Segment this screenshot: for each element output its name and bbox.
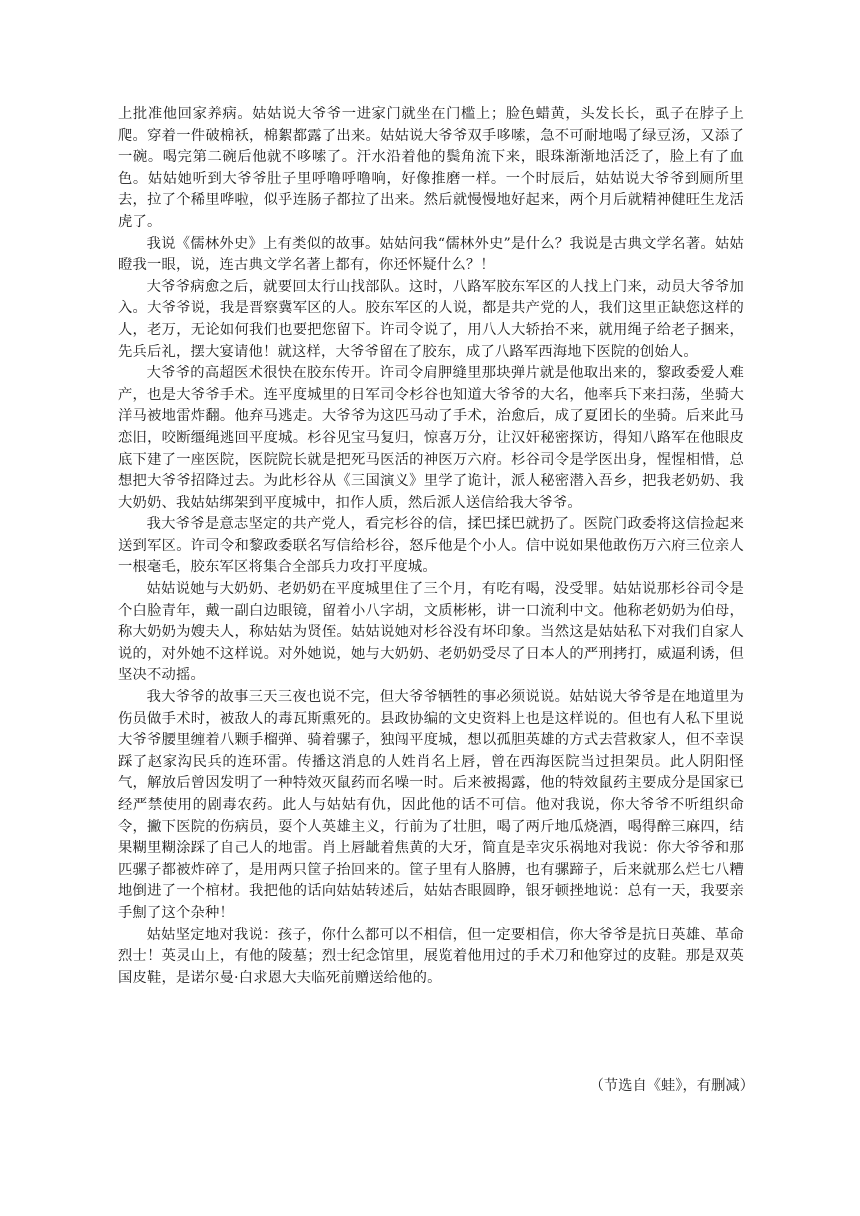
paragraph-1: 上批准他回家养病。姑姑说大爷爷一进家门就坐在门槛上；脸色蜡黄，头发长长，虱子在脖子上爬。穿着一件破棉袄，棉絮都露了出来。姑姑说大爷爷双手哆嗦，急不可耐地喝了绿豆汤，又添了一碗。喝完第二碗后他就不哆嗦了。汗水沿着他的鬓角流下来，眼珠渐渐地活泛了，脸上有了血色。姑姑她听到大爷爷肚子里呼噜呼噜响，好像推磨一样。一个时辰后，姑姑说大爷爷到厕所里去，拉了个稀里哗啦，似乎连肠子都拉了出来。然后就慢慢地好起来，两个月后就精神健旺生龙活虎了。: [118, 106, 744, 230]
paragraph-7: 我大爷爷的故事三天三夜也说不完，但大爷爷牺牲的事必须说说。姑姑说大爷爷是在地道里为伤员做手术时，被敌人的毒瓦斯熏死的。县政协编的文史资料上也是这样说的。但也有人私下里说大爷爷腰里缠着八颗手榴弹、骑着骡子，独闯平度城，想以孤胆英雄的方式去营救家人，但不幸误踩了赵家沟民兵的连环雷。传播这消息的人姓肖名上唇，曾在西海医院当过担架员。此人阴阳怪气，解放后曾因发明了一种特效灭鼠药而名噪一时。后来被揭露，他的特效鼠药主要成分是国家已经严禁使用的剧毒农药。此人与姑姑有仇，因此他的话不可信。他对我说，你大爷爷不听组织命令，撇下医院的伤病员，耍个人英雄主义，行前为了壮胆，喝了两斤地瓜烧酒，喝得醉三麻四，结果糊里糊涂踩了自己人的地雷。肖上唇龇着焦黄的大牙，简直是幸灾乐祸地对我说：你大爷爷和那匹骡子都被炸碎了，是用两只筐子抬回来的。筐子里有人胳膊，也有骡蹄子，后来就那么烂七八糟地倒进了一个棺材。我把他的话向姑姑转述后，姑姑杏眼圆睁，银牙顿挫地说：总有一天，我要亲手劁了这个杂种！: [118, 689, 744, 921]
paragraph-4: 大爷爷的高超医术很快在胶东传开。许司令肩胛缝里那块弹片就是他取出来的，黎政委爱人难产，也是大爷爷手术。连平度城里的日军司令杉谷也知道大爷爷的大名，他率兵下来扫荡，坐骑大洋马被地雷炸翻。他弃马逃走。大爷爷为这匹马动了手术，治愈后，成了夏团长的坐骑。后来此马恋旧，咬断缰绳逃回平度城。杉谷见宝马复归，惊喜万分，让汉奸秘密探访，得知八路军在他眼皮底下建了一座医院，医院院长就是把死马医活的神医万六府。杉谷司令是学医出身，惺惺相惜，总想把大爷爷招降过去。为此杉谷从《三国演义》里学了诡计，派人秘密潜入吾乡，把我老奶奶、我大奶奶、我姑姑绑架到平度城中，扣作人质，然后派人送信给我大爷爷。: [118, 365, 744, 511]
paragraph-8: 姑姑坚定地对我说：孩子，你什么都可以不相信，但一定要相信，你大爷爷是抗日英雄、革命烈士！英灵山上，有他的陵墓；烈士纪念馆里，展览着他用过的手术刀和他穿过的皮鞋。那是双英国皮鞋，是诺尔曼·白求恩大夫临死前赠送给他的。: [118, 926, 744, 986]
source-note: （节选自《蛙》，有删减）: [589, 1078, 754, 1094]
paragraph-3: 大爷爷病愈之后，就要回太行山找部队。这时，八路军胶东军区的人找上门来，动员大爷爷加入。大爷爷说，我是晋察冀军区的人。胶东军区的人说，都是共产党的人，我们这里正缺您这样的人，老万，无论如何我们也要把您留下。许司令说了，用八人大轿抬不来，就用绳子给老子捆来，先兵后礼，摆大宴请他！就这样，大爷爷留在了胶东，成了八路军西海地下医院的创始人。: [118, 278, 744, 360]
article-body: [118, 104, 744, 989]
paragraph-2: 我说《儒林外史》上有类似的故事。姑姑问我“儒林外史”是什么？我说是古典文学名著。姑姑瞪我一眼，说，连古典文学名著上都有，你还怀疑什么？！: [118, 235, 744, 274]
paragraph-5: 我大爷爷是意志坚定的共产党人，看完杉谷的信，揉巴揉巴就扔了。医院门政委将这信捡起来送到军区。许司令和黎政委联名写信给杉谷，怒斥他是个小人。信中说如果他敢伤万六府三位亲人一根毫毛，胶东军区将集合全部兵力攻打平度城。: [118, 516, 744, 576]
paragraph-6: 姑姑说她与大奶奶、老奶奶在平度城里住了三个月，有吃有喝，没受罪。姑姑说那杉谷司令是个白脸青年，戴一副白边眼镜，留着小八字胡，文质彬彬，讲一口流利中文。他称老奶奶为伯母，称大奶奶为嫂夫人，称姑姑为贤侄。姑姑说她对杉谷没有坏印象。当然这是姑姑私下对我们自家人说的，对外她不这样说。对外她说，她与大奶奶、老奶奶受尽了日本人的严刑拷打，威逼利诱，但坚决不动摇。: [118, 581, 744, 684]
